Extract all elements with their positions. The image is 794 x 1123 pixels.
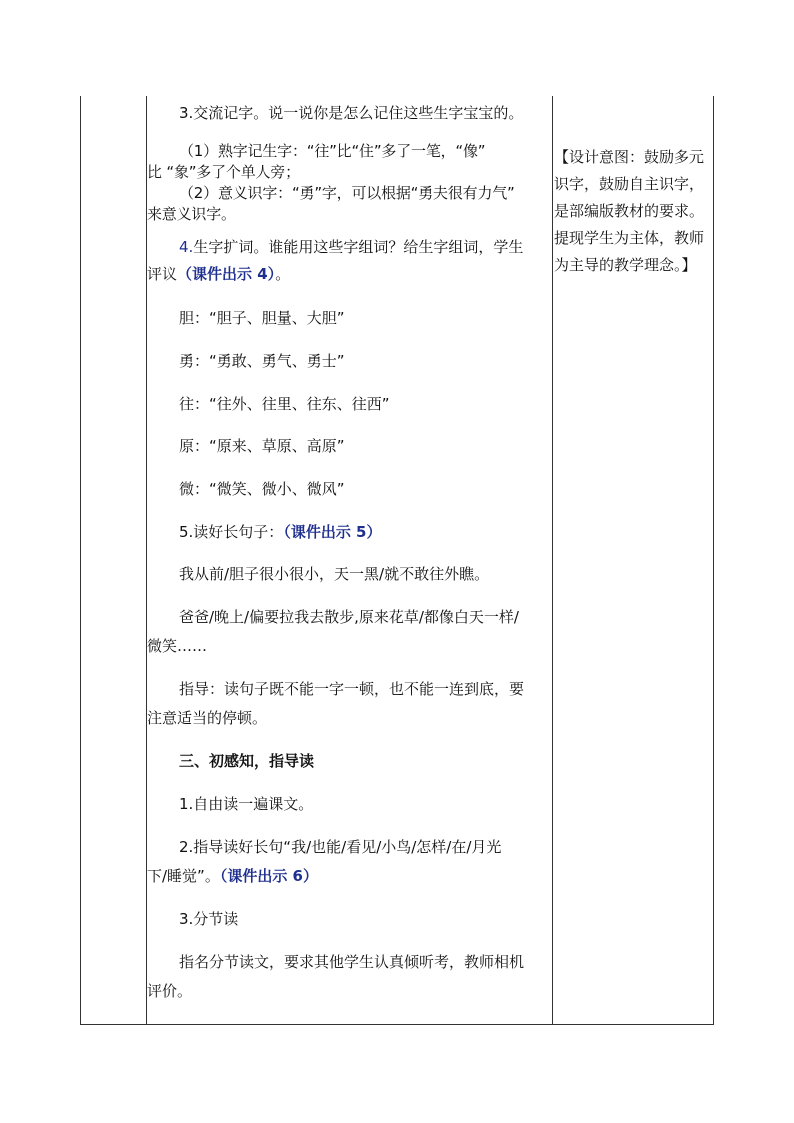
step4-line2: [147, 264, 551, 285]
step4-number: 4.: [179, 238, 194, 256]
design-intent-line: 为主导的教学理念。】: [554, 256, 697, 274]
word-group-dan: 胆：“胆子、胆量、大胆”: [179, 309, 345, 327]
design-intent-line: 是部编版教材的要求。: [554, 202, 705, 220]
step4-end: 。: [275, 265, 291, 283]
read-step-2-line1: 2.指导读好长句“我/也能/看见/小鸟/怎样/在/月光: [179, 838, 502, 856]
step4-line1: [179, 237, 583, 258]
read-step-1: 1.自由读一遍课文。: [179, 795, 314, 813]
step3-item2-line1: （2）意义识字：“勇”字，可以根据“勇夫很有力气”: [179, 184, 515, 202]
guide-line2: 注意适当的停顿。: [147, 709, 268, 727]
design-intent-line: 识字，鼓励自主识字，: [554, 175, 705, 193]
design-intent-note: [554, 144, 714, 279]
step5-text: 5.读好长句子：: [179, 523, 284, 541]
guide-line1: 指导：读句子既不能一字一顿，也不能一连到底，要: [179, 680, 525, 698]
step3-title: 3.交流记字。说一说你是怎么记住这些生字宝宝的。: [179, 104, 524, 122]
word-group-yong: 勇：“勇敢、勇气、勇士”: [179, 352, 345, 370]
read-step-3-desc-line2: 评价。: [147, 982, 193, 1000]
table-left-border: [80, 96, 81, 1025]
read-step-3: 3.分节读: [179, 910, 239, 928]
step4-text-2: 评议: [147, 265, 178, 283]
table-column-divider-2: [552, 96, 553, 1025]
step5-line: [179, 522, 583, 543]
long-sentence-2-line2: 微笑……: [147, 637, 208, 655]
table-bottom-border: [80, 1024, 714, 1025]
read-step-2-line2: [147, 866, 551, 887]
design-intent-line: 【设计意图：鼓励多元: [554, 148, 705, 166]
word-group-yuan: 原：“原来、草原、高原”: [179, 437, 345, 455]
long-sentence-2-line1: 爸爸/晚上/偏要拉我去散步,原来花草/都像白天一样/: [179, 608, 519, 626]
read-step-3-desc-line1: 指名分节读文，要求其他学生认真倾听考，教师相机: [179, 953, 525, 971]
step4-text: 生字扩词。谁能用这些字组词？给生字组词，学生: [193, 238, 524, 256]
step3-item1-line1: （1）熟字记生字：“往”比“住”多了一笔，“像”: [179, 142, 486, 160]
step3-item1-line2: 比 “象”多了个单人旁；: [147, 163, 300, 181]
long-sentence-1: 我从前/胆子很小很小，天一黑/就不敢往外瞧。: [179, 565, 490, 583]
word-group-wang: 往：“往外、往里、往东、往西”: [179, 395, 390, 413]
design-intent-line: 提现学生为主体，教师: [554, 229, 705, 247]
section3-heading: 三、初感知，指导读: [179, 752, 315, 770]
step3-item2-line2: 来意义识字。: [147, 205, 236, 223]
courseware-ref-4: （课件出示 4）: [177, 265, 276, 283]
read-step-2-text: 下/睡觉”。: [147, 867, 220, 885]
courseware-ref-6: （课件出示 6）: [219, 867, 318, 885]
word-group-wei: 微：“微笑、微小、微风”: [179, 480, 345, 498]
courseware-ref-5: （课件出示 5）: [283, 523, 382, 541]
